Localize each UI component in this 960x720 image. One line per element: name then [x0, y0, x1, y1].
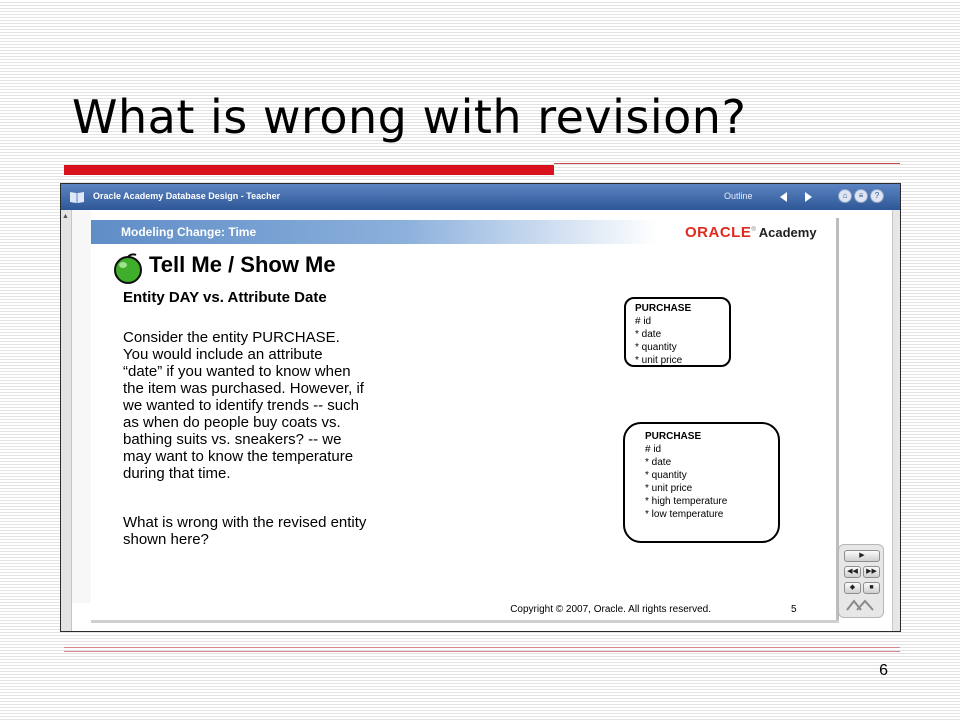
rewind-icon[interactable]: ◀◀ [844, 566, 861, 578]
outline-link[interactable]: Outline [724, 191, 753, 201]
embedded-screenshot [60, 183, 901, 632]
lesson-header [91, 220, 836, 244]
question-line: What is wrong with the revised entity [123, 514, 367, 531]
entity-attribute: * quantity [645, 470, 687, 481]
notes-icon[interactable]: ≡ [854, 189, 868, 203]
entity-box-original [624, 297, 731, 367]
question-text [123, 514, 503, 548]
entity-attribute: * unit price [645, 483, 693, 494]
oracle-academy-logo: ORACLE® Academy [685, 224, 817, 241]
home-icon[interactable]: ⌂ [838, 189, 852, 203]
play-icon[interactable]: ▶ [844, 550, 880, 562]
player-logo-icon [845, 598, 879, 612]
footer-rule [64, 647, 900, 648]
audio-icon[interactable]: ◆ [844, 582, 861, 594]
entity-attribute: * date [635, 329, 662, 340]
entity-box-revised [623, 422, 780, 543]
scroll-up-icon[interactable]: ▲ [62, 213, 69, 220]
entity-attribute: * high temperature [645, 496, 728, 507]
body-line: Consider the entity PURCHASE. [123, 329, 340, 346]
body-line: the item was purchased. However, if [123, 380, 364, 397]
page-number: 6 [879, 662, 888, 679]
sub-heading: Entity DAY vs. Attribute Date [123, 289, 327, 306]
outline-pane [72, 210, 92, 603]
section-heading: Tell Me / Show Me [149, 252, 336, 277]
slide-bottom-shadow [91, 620, 839, 623]
app-title: Oracle Academy Database Design - Teacher [93, 191, 281, 201]
entity-attribute: * quantity [635, 342, 677, 353]
playback-controls [838, 544, 884, 618]
lesson-header-title: Modeling Change: Time [121, 225, 257, 239]
lesson-slide [91, 210, 836, 620]
entity-attribute: # id [645, 444, 662, 455]
question-line: shown here? [123, 531, 209, 548]
fast-forward-icon[interactable]: ▶▶ [863, 566, 880, 578]
app-titlebar [61, 184, 900, 210]
next-icon[interactable] [801, 190, 815, 204]
entity-attribute: * date [645, 457, 672, 468]
entity-name: PURCHASE [635, 303, 692, 314]
body-line: may want to know the temperature [123, 448, 354, 465]
slide-title: What is wrong with revision? [72, 90, 747, 144]
body-line: You would include an attribute [123, 346, 323, 363]
body-line: “date” if you wanted to know when [123, 363, 351, 380]
footer-rule [64, 651, 900, 652]
body-line: we wanted to identify trends -- such [123, 397, 359, 414]
title-accent-bar [64, 165, 554, 175]
lesson-page-number: 5 [791, 604, 797, 615]
book-icon [69, 190, 85, 204]
entity-attribute: * unit price [635, 355, 683, 366]
captions-icon[interactable]: ■ [863, 582, 880, 594]
body-line: as when do people buy coats vs. [123, 414, 341, 431]
academy-wordmark: Academy [758, 225, 817, 240]
entity-attribute: # id [635, 316, 652, 327]
right-scrollbar[interactable] [892, 210, 901, 631]
help-icon[interactable]: ? [870, 189, 884, 203]
previous-icon[interactable] [777, 190, 791, 204]
title-underline [554, 163, 900, 164]
apple-icon [112, 253, 144, 285]
copyright-notice: Copyright © 2007, Oracle. All rights reserved. [510, 604, 711, 615]
entity-name: PURCHASE [645, 431, 702, 442]
left-scrollbar[interactable] [61, 210, 72, 632]
body-line: bathing suits vs. sneakers? -- we [123, 431, 342, 448]
oracle-wordmark: ORACLE [685, 224, 752, 241]
body-text [123, 329, 503, 482]
body-line: during that time. [123, 465, 231, 482]
entity-attribute: * low temperature [645, 509, 724, 520]
